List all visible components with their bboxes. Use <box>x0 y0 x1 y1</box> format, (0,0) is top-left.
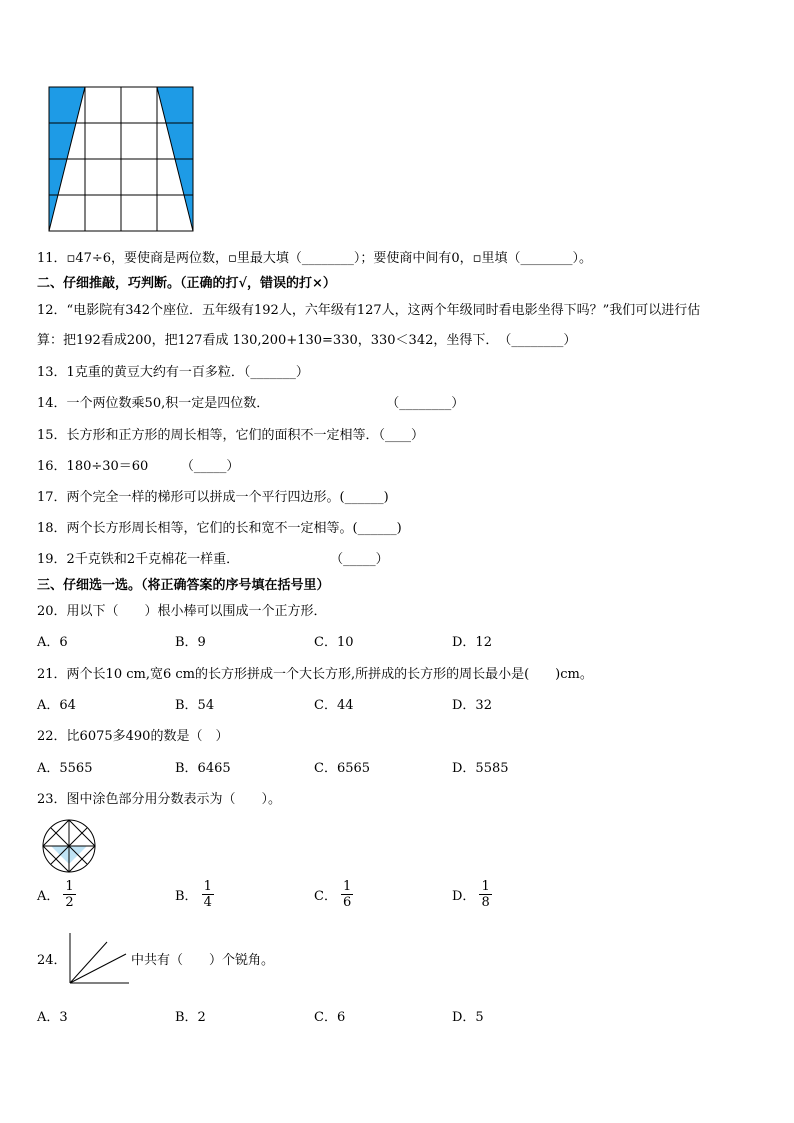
q22-option-c: C．6565 <box>314 761 371 776</box>
q23-option-a-numerator: 1 <box>65 879 74 894</box>
q23-option-c-denominator: 6 <box>342 895 352 910</box>
section-3-heading: 三、仔细选一选。（将正确答案的序号填在括号里） <box>37 578 330 593</box>
q23-option-a <box>37 879 76 910</box>
q23-option-b-numerator: 1 <box>203 879 212 894</box>
question-15: 15．长方形和正方形的周长相等，它们的面积不一定相等．（____） <box>37 428 425 443</box>
q20-option-b: B．9 <box>175 635 206 650</box>
q23-option-b <box>175 879 214 910</box>
question-11: 11．▫47÷6，要使商是两位数，▫里最大填（________）；要使商中间有0，▫里填（________）。 <box>37 251 592 266</box>
q24-option-d: D．5 <box>452 1010 484 1025</box>
section-2-heading: 二、仔细推敲，巧判断。（正确的打√，错误的打×） <box>37 276 336 291</box>
q22-option-b: B．6465 <box>175 761 231 776</box>
question-13: 13．1克重的黄豆大约有一百多粒．（_______） <box>37 365 309 380</box>
q21-option-d: D．32 <box>452 698 492 713</box>
question-21: 21．两个长10 cm,宽6 cm的长方形拼成一个大长方形,所拼成的长方形的周长最小是( )cm。 <box>37 667 593 682</box>
q22-option-d: D．5585 <box>452 761 509 776</box>
q23-option-d-numerator: 1 <box>481 879 490 894</box>
q21-option-a: A．64 <box>37 698 76 713</box>
q22-option-a: A．5565 <box>37 761 93 776</box>
q24-option-b: B．2 <box>175 1010 206 1025</box>
q23-option-c-label: C． <box>314 889 337 904</box>
q23-option-a-label: A． <box>37 889 60 904</box>
q23-option-d-label: D． <box>452 889 476 904</box>
question-24-number: 24． <box>37 953 67 968</box>
q23-option-c-numerator: 1 <box>342 879 352 894</box>
q24-option-c: C．6 <box>314 1010 346 1025</box>
question-12-line2: 算：把192看成200，把127看成 130,200+130=330，330＜342，坐得下． （________） <box>37 333 577 348</box>
question-12-line1: 12．“电影院有342个座位．五年级有192人，六年级有127人，这两个年级同时看电影坐得下吗？”我们可以进行估 <box>37 303 701 318</box>
q23-option-d <box>452 879 492 910</box>
question-17: 17．两个完全一样的梯形可以拼成一个平行四边形。(______) <box>37 490 389 505</box>
q23-option-a-denominator: 2 <box>65 895 74 910</box>
q20-option-a: A．6 <box>37 635 68 650</box>
question-19: 19．2千克铁和2千克棉花一样重． （_____） <box>37 552 389 567</box>
trapezoid-grid-figure <box>49 87 195 233</box>
question-24-text: 中共有（ ）个锐角。 <box>131 953 275 968</box>
acute-angles-figure <box>69 932 131 984</box>
q23-option-c <box>314 879 353 910</box>
q24-option-a: A．3 <box>37 1010 68 1025</box>
question-23: 23．图中涂色部分用分数表示为（ ）。 <box>37 792 282 807</box>
q20-option-c: C．10 <box>314 635 354 650</box>
question-14: 14．一个两位数乘50,积一定是四位数． （________） <box>37 396 465 411</box>
q23-option-b-label: B． <box>175 889 198 904</box>
q23-option-d-denominator: 8 <box>481 895 490 910</box>
q23-option-b-denominator: 4 <box>203 895 212 910</box>
question-22: 22．比6075多490的数是（ ） <box>37 729 229 744</box>
q21-option-b: B．54 <box>175 698 215 713</box>
question-20: 20．用以下（ ）根小棒可以围成一个正方形． <box>37 604 327 619</box>
q21-option-c: C．44 <box>314 698 354 713</box>
question-18: 18．两个长方形周长相等，它们的长和宽不一定相等。(______) <box>37 521 402 536</box>
circle-square-figure <box>40 819 98 877</box>
question-16: 16．180÷30＝60 （_____） <box>37 459 240 474</box>
q20-option-d: D．12 <box>452 635 492 650</box>
